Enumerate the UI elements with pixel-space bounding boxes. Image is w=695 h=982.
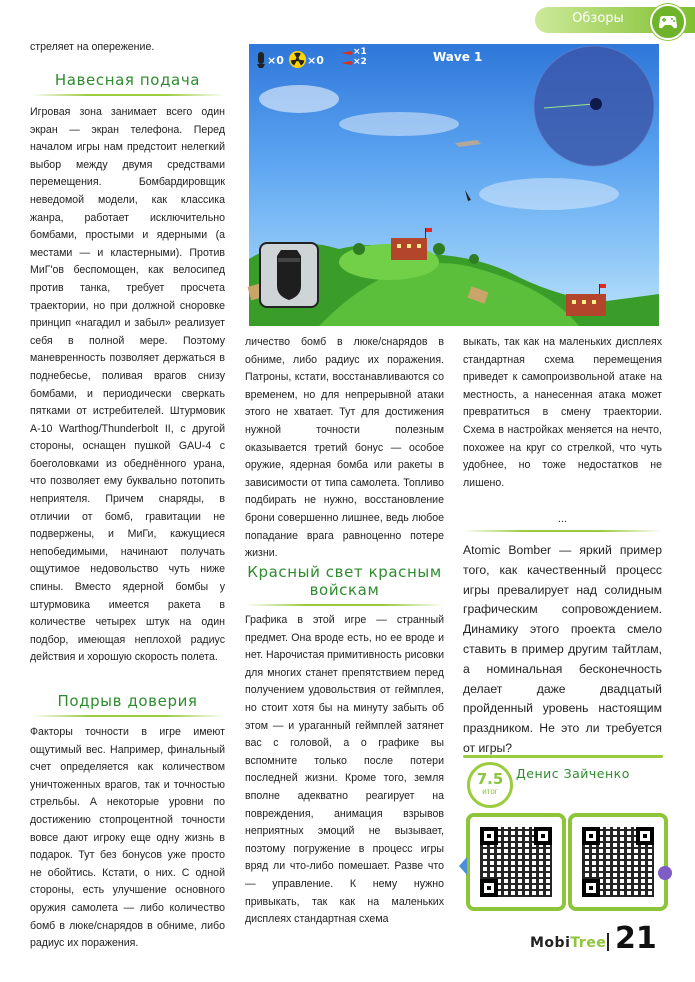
article-paragraph-1: Игровая зона занимает всего один экран — экран телефона. Перед началом игры нам предстоит нелегкий выбор между двумя средствами перемещения. Бомбардировщик неведомой модели, как классика жанра, работает исключительно бомбами, простыми и ядерными (а местами — и кластерными). Против МиГ'ов беспомощен, как велосипед против танка, требует просчета траектории, но при должной сноровке принцип «нагадил и забыл» реализует себя в полной мере. Поэтому маневренность позволяет держаться в поднебесье, поливая врагов снизу бомбами, и периодически сверкать пятками от истребителей. Штурмовик A-10 Warthog/Thunderbolt II, с другой стороны, оснащен пушкой GAU-4 с боеголовками из обеднённого урана, что позволяет ему буквально потопить неприятеля. Причем снаряды, в отличии от бомб, гравитации не подвержены, и МиГи, кажущиеся непобедимыми, начинают получать ощутимое недовольство чуть ниже спины. Вместо ядерной бомбы у штурмовика имеется ракета в количестве четырех штук на один подбор, имеющая неплохой радиус действия и хорошую скорость полета. bbox=[30, 106, 225, 664]
store-badge-icon bbox=[459, 857, 467, 875]
brand-logo bbox=[530, 935, 606, 951]
nuke-count: ×0 bbox=[307, 54, 324, 67]
heading-underline bbox=[30, 715, 225, 717]
article-paragraph-4: Графика в этой игре — странный предмет. Она вроде есть, но ее вроде и нет. Нарочистая примитивность рисовки для многих станет препятствием перед получением удовольствия от геймплея, но стоит хотя бы на минуту забыть об этом — и ураганный геймплей затянет вас с головой, а о графике вы вспомните только после потери последней жизни. Кроме того, земля вполне адекватно реагирует на повреждения, анимация взрывов неприятных эмоций не вызывает, поэтому погружение в процесс игры вряд ли что-либо помешает. Разве что — управление. К нему нужно привыкать, так как на маленьких дисплеях стандартная схема bbox=[245, 614, 444, 926]
heading-podryv-doveriya: Подрыв доверия bbox=[57, 692, 198, 710]
lives-count-2: ×2 bbox=[353, 57, 367, 67]
article-paragraph-5: выкать, так как на маленьких дисплеях стандартная схема перемещения приведет к самопроизвольной атаке на местность, а нанесенная атака может превратиться в смену траектории. Схема в настройках меняется на нечто, похожее на круг со стрелкой, что чуть удобнее, но тоже недостатков не лишено. bbox=[463, 336, 662, 489]
store-badge-icon bbox=[658, 866, 672, 880]
rating-value: 7.5 bbox=[476, 770, 504, 788]
rating-label: итог bbox=[482, 787, 498, 796]
rating-badge bbox=[467, 762, 513, 808]
heading-krasny-svet: Красный свет красным войскам bbox=[247, 563, 442, 599]
heading-underline bbox=[245, 604, 444, 606]
article-paragraph-2: Факторы точности в игре имеют ощутимый вес. Например, финальный счет определяется как количеством уничтоженных врагов, так и точностью стрельбы. А некоторые уровни по достижению стопроцентной точности вовсе дают игроку еще одну жизнь в подарок. Тут без бонусов уже просто не обойтись. Кстати, о них. С одной стороны, есть улучшение основного оружия самолета — либо количество бомб в люке/снарядов в обниме, либо радиус их поражения. bbox=[30, 726, 225, 950]
conclusion-paragraph: Atomic Bomber — яркий пример того, как качественный процесс игры превалирует над солидным графическим сопровождением. Динамику этого проекта смело ставить в пример другим тайтлам, а номинальная бесконечность делает даже двадцатый пройденный уровень настоящим праздником. Не это ли требуется от игры? bbox=[463, 543, 662, 755]
special-weapon-button[interactable] bbox=[259, 242, 319, 308]
footer-divider bbox=[607, 933, 609, 951]
nuke-icon bbox=[289, 51, 306, 68]
game-screenshot bbox=[249, 44, 659, 326]
separator: ... bbox=[557, 513, 568, 525]
section-label: Обзоры bbox=[572, 11, 624, 26]
plane-life-icon bbox=[341, 49, 353, 57]
wave-label: Wave 1 bbox=[433, 50, 483, 64]
brand-part-2: Tree bbox=[570, 935, 607, 951]
heading-navesnaya-podacha: Навесная подача bbox=[54, 71, 201, 89]
lives-count-1: ×1 bbox=[353, 47, 367, 57]
intro-line: стреляет на опережение. bbox=[30, 41, 155, 53]
qr-code-1[interactable] bbox=[466, 813, 566, 911]
article-paragraph-3: личество бомб в люке/снарядов в обниме, либо радиус их поражения. Патроны, кстати, восстанавливаются со временем, но для непрерывной атаки этого не хватает. Тут для достижения нужной точности полезным оказывается третий бонус — особое оружие, ядерная бомба или ракеты в зависимости от типа самолета. Топливо подбирать не нужно, восстановление брони совершенно лишнее, ведь любое попадание врага равноценно потере жизни. bbox=[245, 336, 444, 560]
author-name: Денис Зайченко bbox=[516, 766, 630, 781]
separator-line bbox=[463, 530, 662, 532]
qr-code-2[interactable] bbox=[568, 813, 668, 911]
bomb-icon bbox=[255, 52, 267, 68]
rating-bar bbox=[463, 755, 663, 758]
bomb-icon bbox=[261, 244, 317, 306]
bomb-count: ×0 bbox=[267, 54, 284, 67]
page-number: 21 bbox=[615, 921, 657, 956]
gamepad-icon bbox=[650, 4, 686, 40]
brand-part-1: Mobi bbox=[530, 935, 571, 951]
heading-underline bbox=[30, 94, 225, 96]
plane-life-icon bbox=[341, 59, 353, 67]
